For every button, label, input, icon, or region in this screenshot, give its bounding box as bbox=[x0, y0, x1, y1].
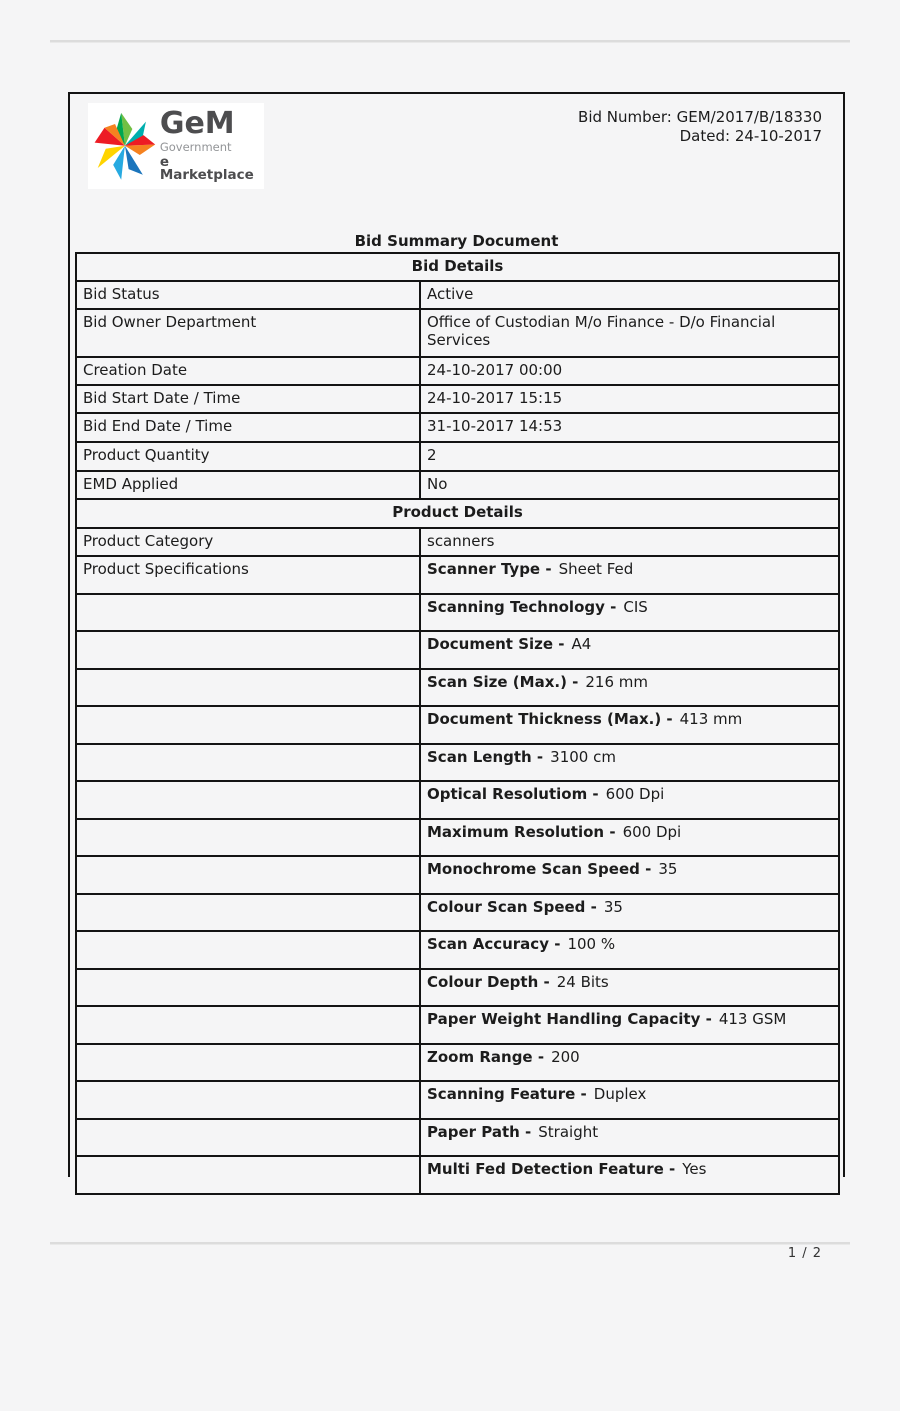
spec-value: CIS bbox=[623, 597, 648, 616]
row-value: 24-10-2017 15:15 bbox=[420, 385, 839, 413]
spec-label: Zoom Range - bbox=[427, 1047, 545, 1066]
spec-label: Scan Size (Max.) - bbox=[427, 672, 579, 691]
spec-value-cell bbox=[420, 1119, 839, 1157]
spec-value-cell bbox=[420, 594, 839, 632]
spec-label: Paper Weight Handling Capacity - bbox=[427, 1010, 712, 1028]
row-value: 24-10-2017 00:00 bbox=[420, 357, 839, 385]
spec-value-cell bbox=[420, 706, 839, 744]
spec-value-cell bbox=[420, 781, 839, 819]
gem-logo-text bbox=[159, 106, 264, 184]
spec-value-cell bbox=[420, 1156, 839, 1194]
row-value: Active bbox=[420, 281, 839, 309]
spec-value: 600 Dpi bbox=[622, 822, 682, 841]
product-specifications-label: Product Specifications bbox=[76, 556, 420, 594]
spec-empty-cell bbox=[76, 1119, 420, 1157]
spec-row bbox=[76, 556, 839, 594]
spec-value-cell bbox=[420, 1044, 839, 1082]
spec-value-cell bbox=[420, 556, 839, 594]
bid-summary-table bbox=[75, 252, 840, 1195]
spec-empty-cell bbox=[76, 1081, 420, 1119]
bid-meta bbox=[578, 108, 822, 146]
spec-row bbox=[76, 894, 839, 932]
gem-logo-subtitle-marketplace: e Marketplace bbox=[159, 153, 254, 184]
spec-value: A4 bbox=[571, 635, 592, 653]
spec-label: Scan Accuracy - bbox=[427, 935, 561, 953]
spec-label: Document Size - bbox=[427, 635, 565, 653]
row-value: scanners bbox=[420, 528, 839, 556]
spec-label: Monochrome Scan Speed - bbox=[427, 860, 652, 878]
page-indicator: 1 / 2 bbox=[787, 1246, 822, 1261]
spec-value: 24 Bits bbox=[556, 972, 609, 991]
table-row bbox=[76, 471, 839, 499]
table-row bbox=[76, 442, 839, 471]
document-page bbox=[68, 92, 845, 1177]
spec-value: 413 GSM bbox=[718, 1010, 787, 1028]
row-value: No bbox=[420, 471, 839, 499]
table-row bbox=[76, 413, 839, 442]
spec-label: Optical Resolutiom - bbox=[427, 785, 599, 803]
spec-label: Colour Depth - bbox=[427, 972, 550, 991]
spec-empty-cell bbox=[76, 1044, 420, 1082]
spec-empty-cell bbox=[76, 1156, 420, 1194]
table-row bbox=[76, 281, 839, 309]
spec-empty-cell bbox=[76, 969, 420, 1007]
spec-value: Duplex bbox=[593, 1085, 647, 1103]
product-details-header: Product Details bbox=[76, 499, 839, 528]
row-label: Product Quantity bbox=[76, 442, 420, 471]
row-label: Creation Date bbox=[76, 357, 420, 385]
spec-row bbox=[76, 819, 839, 857]
spec-row bbox=[76, 669, 839, 707]
spec-row bbox=[76, 1156, 839, 1194]
spec-value: 3100 cm bbox=[550, 747, 616, 766]
spec-value-cell bbox=[420, 931, 839, 969]
gem-logo-subtitle-government: Government bbox=[159, 140, 232, 155]
spec-empty-cell bbox=[76, 669, 420, 707]
spec-row bbox=[76, 969, 839, 1007]
gem-logo-title: GeM bbox=[159, 106, 235, 142]
spec-empty-cell bbox=[76, 594, 420, 632]
spec-value-cell bbox=[420, 1081, 839, 1119]
spec-row bbox=[76, 744, 839, 782]
spec-label: Multi Fed Detection Feature - bbox=[427, 1160, 676, 1178]
spec-label: Paper Path - bbox=[427, 1122, 532, 1141]
spec-label: Scanner Type - bbox=[427, 560, 552, 578]
spec-row bbox=[76, 1119, 839, 1157]
spec-label: Document Thickness (Max.) - bbox=[427, 710, 673, 728]
spec-value-cell bbox=[420, 969, 839, 1007]
table-row bbox=[76, 528, 839, 556]
spec-row bbox=[76, 706, 839, 744]
table-row bbox=[76, 309, 839, 357]
row-label: EMD Applied bbox=[76, 471, 420, 499]
spec-row bbox=[76, 931, 839, 969]
row-label: Bid Owner Department bbox=[76, 309, 420, 357]
spec-value-cell bbox=[420, 856, 839, 894]
gem-star-icon bbox=[94, 109, 156, 183]
spec-empty-cell bbox=[76, 744, 420, 782]
spec-value: 200 bbox=[551, 1047, 580, 1066]
table-row bbox=[76, 357, 839, 385]
bottom-divider bbox=[50, 1242, 850, 1245]
spec-empty-cell bbox=[76, 931, 420, 969]
spec-empty-cell bbox=[76, 1006, 420, 1044]
row-label: Bid Start Date / Time bbox=[76, 385, 420, 413]
spec-label: Maximum Resolution - bbox=[427, 822, 616, 841]
table-row bbox=[76, 385, 839, 413]
row-label: Bid End Date / Time bbox=[76, 413, 420, 442]
spec-value-cell bbox=[420, 744, 839, 782]
top-divider bbox=[50, 40, 850, 43]
spec-label: Colour Scan Speed - bbox=[427, 897, 597, 916]
spec-empty-cell bbox=[76, 781, 420, 819]
spec-value: 216 mm bbox=[585, 672, 648, 691]
row-label: Bid Status bbox=[76, 281, 420, 309]
spec-row bbox=[76, 1044, 839, 1082]
spec-label: Scan Length - bbox=[427, 747, 544, 766]
row-value: 2 bbox=[420, 442, 839, 471]
row-value: Office of Custodian M/o Finance - D/o Financial Services bbox=[420, 309, 839, 357]
spec-empty-cell bbox=[76, 819, 420, 857]
spec-label: Scanning Technology - bbox=[427, 597, 617, 616]
spec-value: 35 bbox=[603, 897, 623, 916]
spec-row bbox=[76, 856, 839, 894]
spec-value: 35 bbox=[658, 860, 678, 878]
spec-row bbox=[76, 781, 839, 819]
spec-empty-cell bbox=[76, 631, 420, 669]
spec-value: 413 mm bbox=[679, 710, 743, 728]
spec-value: Straight bbox=[538, 1122, 599, 1141]
row-value: 31-10-2017 14:53 bbox=[420, 413, 839, 442]
spec-label: Scanning Feature - bbox=[427, 1085, 587, 1103]
spec-row bbox=[76, 1081, 839, 1119]
spec-value-cell bbox=[420, 669, 839, 707]
bid-details-header-row bbox=[76, 253, 839, 281]
spec-value-cell bbox=[420, 631, 839, 669]
spec-row bbox=[76, 1006, 839, 1044]
spec-row bbox=[76, 631, 839, 669]
row-label: Product Category bbox=[76, 528, 420, 556]
spec-value-cell bbox=[420, 819, 839, 857]
spec-value: 600 Dpi bbox=[605, 785, 665, 803]
document-title: Bid Summary Document bbox=[354, 232, 559, 250]
spec-value-cell bbox=[420, 894, 839, 932]
spec-empty-cell bbox=[76, 894, 420, 932]
spec-empty-cell bbox=[76, 706, 420, 744]
gem-logo bbox=[88, 103, 264, 189]
spec-row bbox=[76, 594, 839, 632]
spec-value-cell bbox=[420, 1006, 839, 1044]
product-details-header-row bbox=[76, 499, 839, 528]
spec-value: 100 % bbox=[567, 935, 616, 953]
bid-details-header: Bid Details bbox=[76, 253, 839, 281]
spec-value: Sheet Fed bbox=[558, 560, 634, 578]
spec-value: Yes bbox=[682, 1160, 707, 1178]
spec-empty-cell bbox=[76, 856, 420, 894]
bid-number: Bid Number: GEM/2017/B/18330 bbox=[578, 108, 822, 126]
bid-dated: Dated: 24-10-2017 bbox=[679, 127, 822, 145]
